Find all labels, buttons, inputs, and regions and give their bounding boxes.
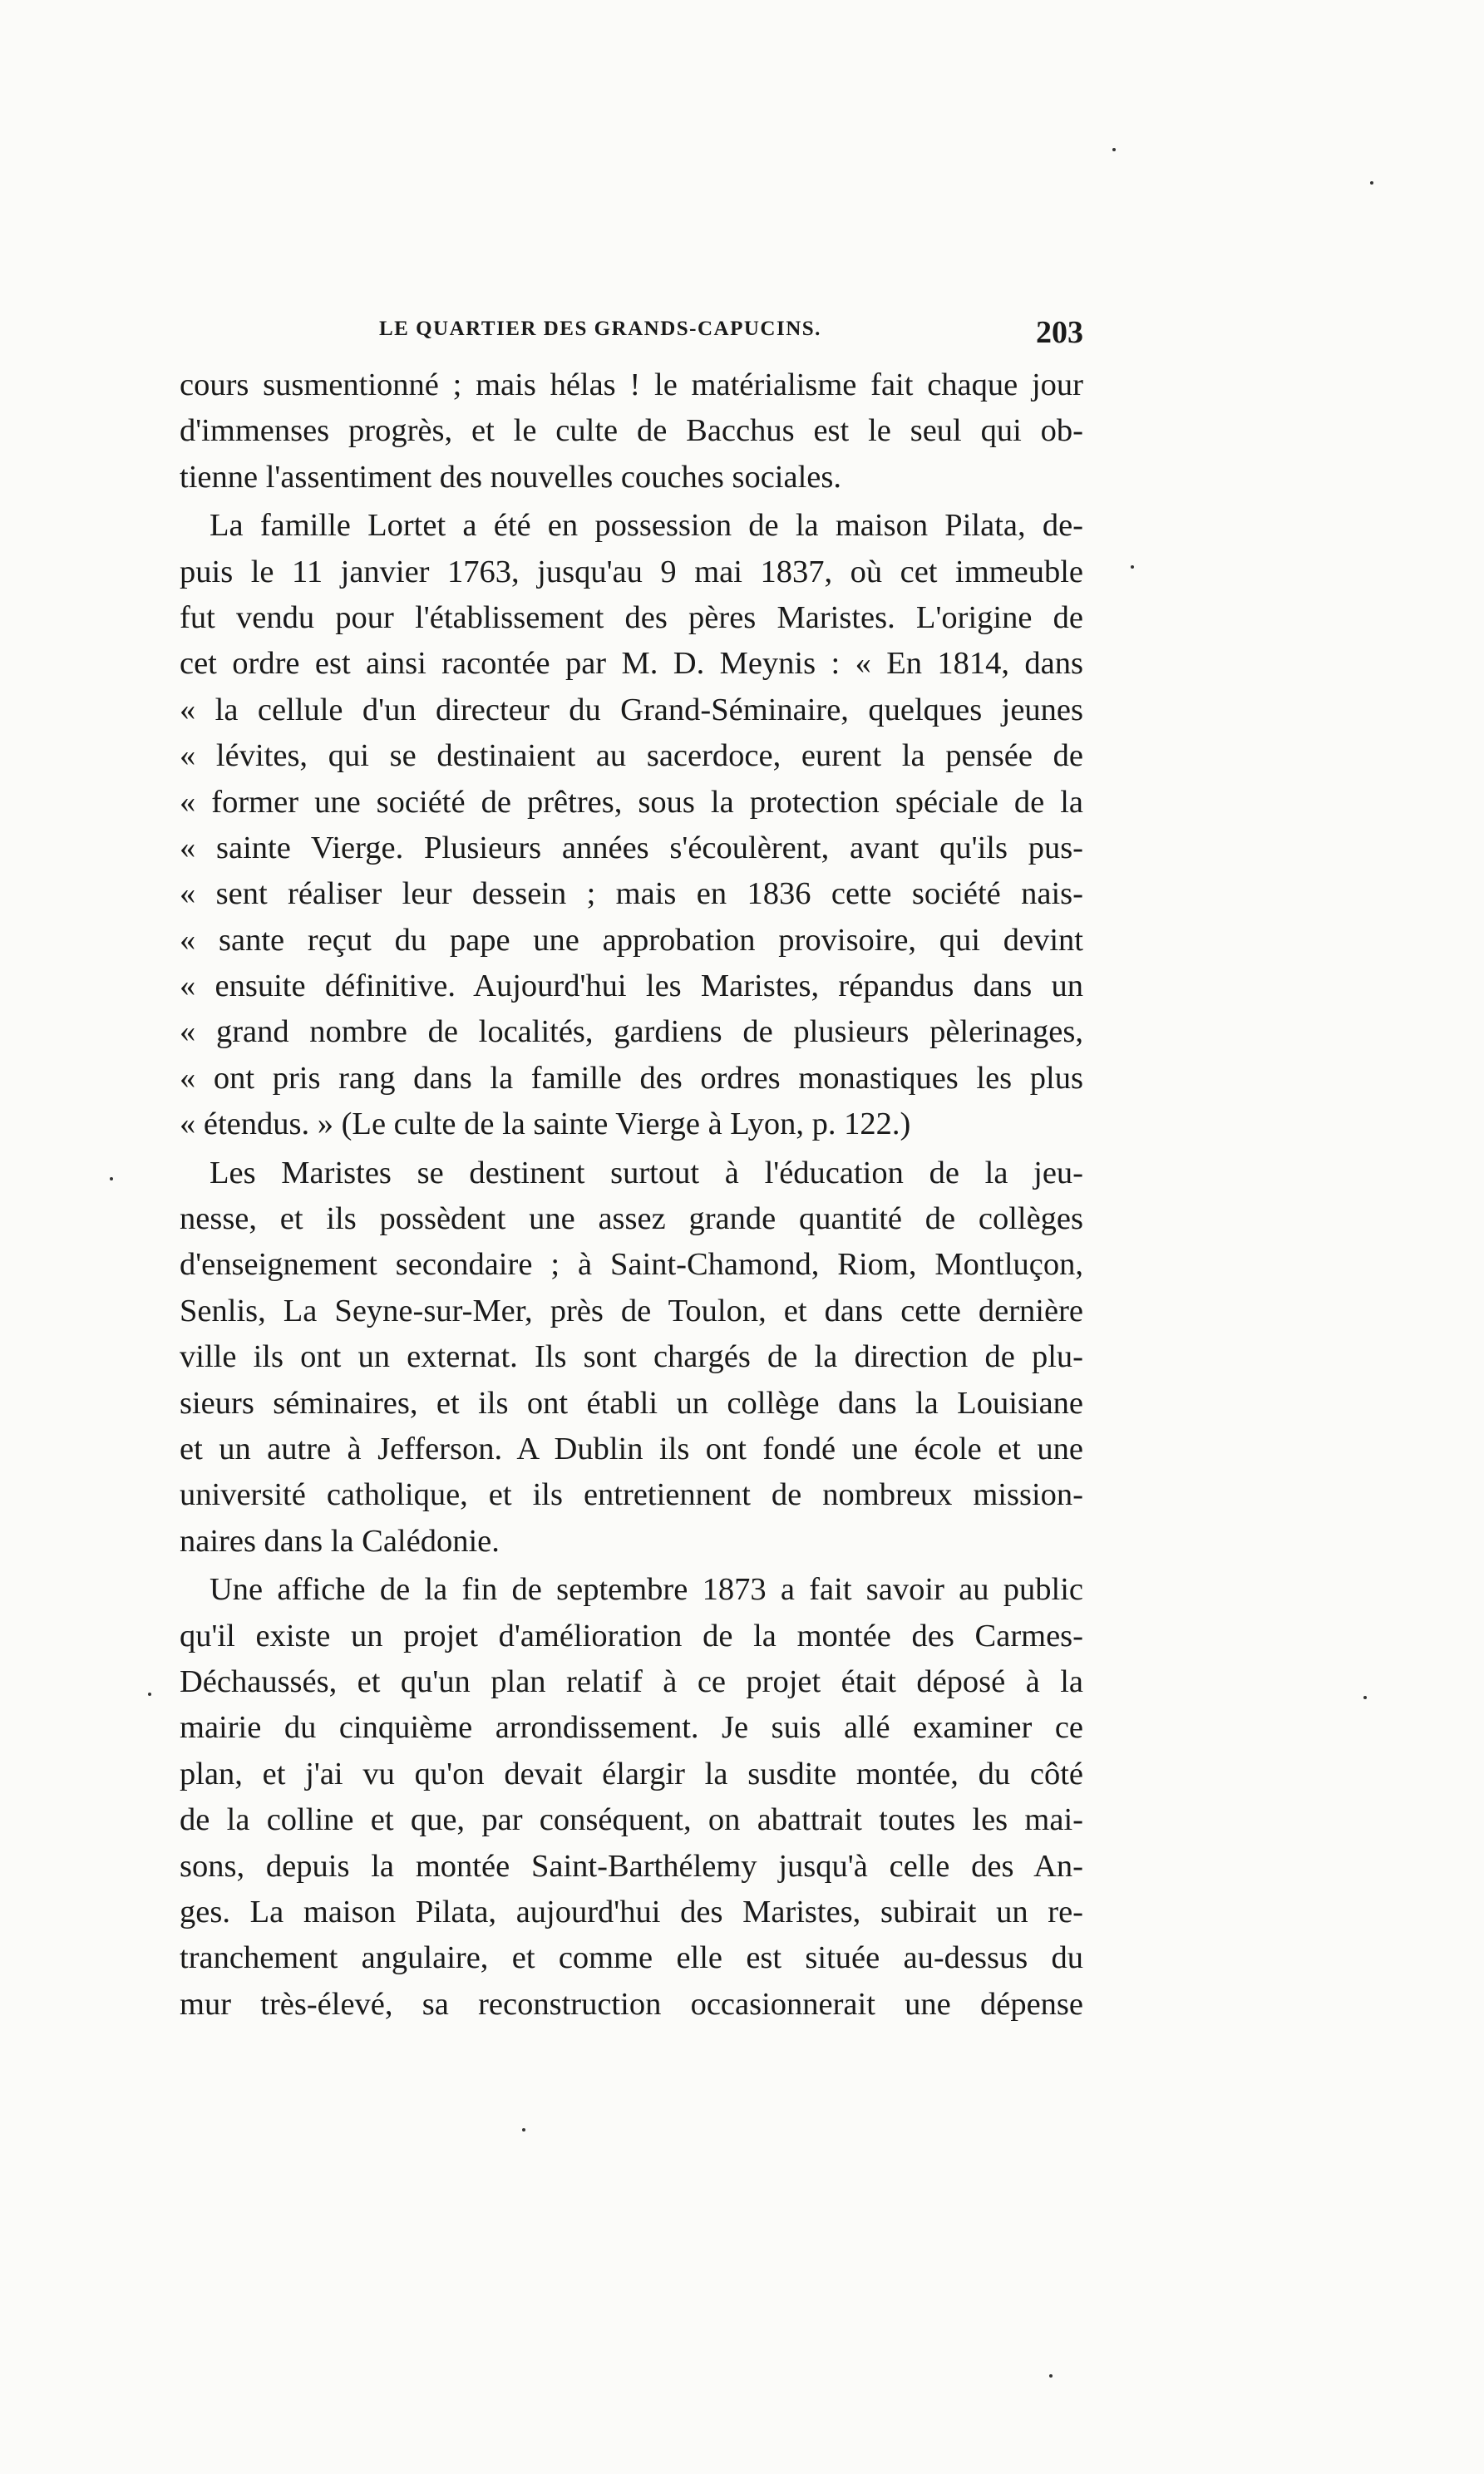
text-line: mairie du cinquième arrondissement. Je suis allé examiner ce bbox=[180, 1710, 1083, 1746]
speck bbox=[522, 2128, 525, 2131]
text-line: Déchaussés, et qu'un plan relatif à ce projet était déposé à la bbox=[180, 1663, 1083, 1699]
speck bbox=[1363, 1696, 1367, 1699]
text-line: tienne l'assentiment des nouvelles couches sociales. bbox=[180, 459, 841, 495]
text-line: ges. La maison Pilata, aujourd'hui des Maristes, subirait un re- bbox=[180, 1894, 1083, 1929]
paragraph-1 bbox=[180, 362, 1083, 500]
text-line: et un autre à Jefferson. A Dublin ils ont fondé une école et une bbox=[180, 1431, 1083, 1466]
text-line: tranchement angulaire, et comme elle est située au-dessus du bbox=[180, 1940, 1083, 1976]
speck bbox=[110, 1177, 113, 1180]
speck bbox=[148, 1693, 151, 1696]
text-line: cet ordre est ainsi racontée par M. D. Meynis : « En 1814, dans bbox=[180, 646, 1083, 682]
text-line: « ensuite définitive. Aujourd'hui les Maristes, répandus dans un bbox=[180, 968, 1083, 1004]
text-line: La famille Lortet a été en possession de la maison Pilata, de- bbox=[210, 508, 1083, 544]
running-title: LE QUARTIER DES GRANDS-CAPUCINS. bbox=[379, 318, 821, 340]
speck bbox=[1131, 565, 1134, 569]
text-line: sons, depuis la montée Saint-Barthélemy jusqu'à celle des An- bbox=[180, 1848, 1083, 1884]
text-line: « la cellule d'un directeur du Grand-Séminaire, quelques jeunes bbox=[180, 692, 1083, 727]
text-line: cours susmentionné ; mais hélas ! le matérialisme fait chaque jour bbox=[180, 367, 1083, 402]
text-line: « grand nombre de localités, gardiens de plusieurs pèlerinages, bbox=[180, 1014, 1083, 1050]
text-line: plan, et j'ai vu qu'on devait élargir la susdite montée, du côté bbox=[180, 1756, 1083, 1791]
text-line: Les Maristes se destinent surtout à l'éducation de la jeu- bbox=[210, 1155, 1083, 1190]
text-line: naires dans la Calédonie. bbox=[180, 1523, 500, 1559]
running-head bbox=[180, 314, 1083, 351]
text-line: fut vendu pour l'établissement des pères Maristes. L'origine de bbox=[180, 599, 1083, 635]
text-line: d'enseignement secondaire ; à Saint-Chamond, Riom, Montluçon, bbox=[180, 1247, 1083, 1283]
speck bbox=[1049, 2374, 1053, 2378]
paragraph-2 bbox=[180, 503, 1083, 1147]
text-line: « former une société de prêtres, sous la protection spéciale de la bbox=[180, 784, 1083, 820]
text-line: de la colline et que, par conséquent, on abattrait toutes les mai- bbox=[180, 1802, 1083, 1838]
text-line: « sent réaliser leur dessein ; mais en 1836 cette société nais- bbox=[180, 876, 1083, 912]
text-line: « sainte Vierge. Plusieurs années s'écoulèrent, avant qu'ils pus- bbox=[180, 830, 1083, 865]
text-line: qu'il existe un projet d'amélioration de la montée des Carmes- bbox=[180, 1618, 1083, 1653]
text-line: « sante reçut du pape une approbation provisoire, qui devint bbox=[180, 922, 1083, 958]
text-line: puis le 11 janvier 1763, jusqu'au 9 mai 1837, où cet immeuble bbox=[180, 554, 1083, 589]
paragraph-4 bbox=[180, 1567, 1083, 2028]
text-line: d'immenses progrès, et le culte de Bacchus est le seul qui ob- bbox=[180, 413, 1083, 449]
text-line: sieurs séminaires, et ils ont établi un collège dans la Louisiane bbox=[180, 1385, 1083, 1421]
text-line: « étendus. » (Le culte de la sainte Vierge à Lyon, p. 122.) bbox=[180, 1106, 911, 1142]
paragraph-3 bbox=[180, 1151, 1083, 1565]
page-number: 203 bbox=[1036, 315, 1083, 350]
text-line: mur très-élevé, sa reconstruction occasionnerait une dépense bbox=[180, 1986, 1083, 2022]
text-line: Senlis, La Seyne-sur-Mer, près de Toulon, et dans cette dernière bbox=[180, 1293, 1083, 1328]
text-line: nesse, et ils possèdent une assez grande quantité de collèges bbox=[180, 1201, 1083, 1237]
text-line: Une affiche de la fin de septembre 1873 a fait savoir au public bbox=[210, 1572, 1083, 1608]
text-line: ville ils ont un externat. Ils sont chargés de la direction de plu- bbox=[180, 1339, 1083, 1375]
speck bbox=[1112, 148, 1116, 151]
text-line: « ont pris rang dans la famille des ordres monastiques les plus bbox=[180, 1060, 1083, 1096]
body-text bbox=[180, 362, 1083, 2030]
speck bbox=[1370, 181, 1373, 185]
text-line: « lévites, qui se destinaient au sacerdoce, eurent la pensée de bbox=[180, 738, 1083, 774]
text-line: université catholique, et ils entretiennent de nombreux mission- bbox=[180, 1477, 1083, 1513]
